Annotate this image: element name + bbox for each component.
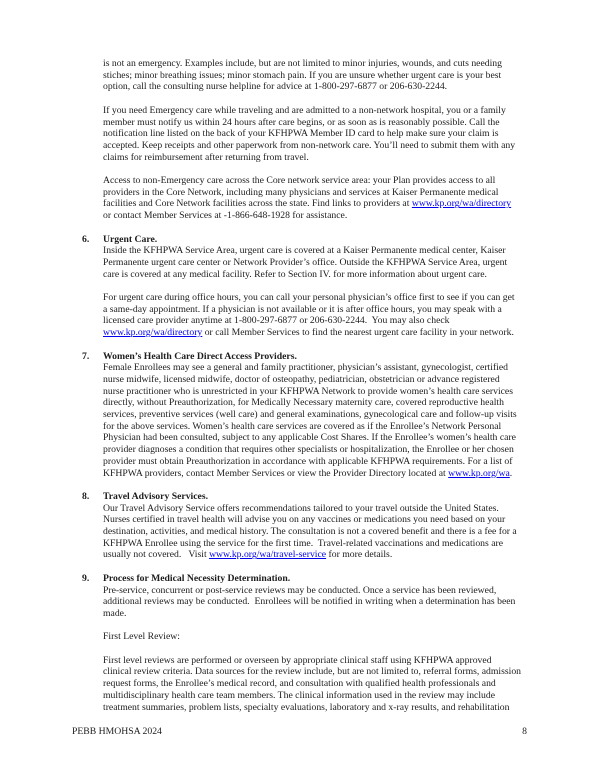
section-number: 9. [82,572,90,584]
text-run: provider diagnoses a condition that requires other specialists or hospitalization, the Enrollee or her chosen [103,444,514,456]
text-line [103,526,563,538]
text-run: additional reviews may be conducted. Enrollees will be notified in writing when a determination has been [103,596,516,608]
text-run: option, call the consulting nurse helpline for advice at 1-800-297-6877 or 206-630-2244. [103,81,448,93]
text-run: Physician had been consulted, subject to any applicable Cost Shares. If the Enrollee’s women’s health care [103,432,516,444]
text-line [103,409,563,421]
text-line [103,690,563,702]
text-run: directly, without Preauthorization, for Medically Necessary maternity care, covered reproductive health [103,397,504,409]
numbered-section [82,490,563,561]
text-run: nurse practitioner who is unrestricted in your KFHPWA Network to provide women’s health care services [103,385,513,397]
text-run: Inside the KFHPWA Service Area, urgent care is covered at a Kaiser Permanente medical center, Kaiser [103,245,506,257]
text-line [103,58,563,70]
text-run: made. [103,607,127,619]
text-run: KFHPWA Enrollee using the service for the first time. Travel-related vaccinations and medications are [103,537,504,549]
hyperlink[interactable]: www.kp.org/wa [448,467,510,479]
hyperlink[interactable]: www.kp.org/wa/directory [411,198,512,210]
text-line [103,292,563,304]
text-run: or call Member Services to find the nearest urgent care facility in your network. [202,327,514,339]
text-line [103,432,563,444]
section-heading [82,350,563,363]
text-run: Permanente urgent care center or Network Provider’s office. Outside the KFHPWA Service Area, urgent [103,256,508,268]
paragraph [103,175,563,222]
numbered-section [82,350,563,480]
text-run: facilities and Core Network facilities across the state. Find links to providers at [103,198,412,210]
text-run: Our Travel Advisory Service offers recommendations tailored to your travel outside the United States. [103,502,499,514]
text-line [103,128,563,140]
text-line [103,386,563,398]
paragraph [103,631,563,643]
text-run: First level reviews are performed or overseen by appropriate clinical staff using KFHPWA approved [103,654,492,666]
text-line [103,70,563,82]
text-run: clinical review criteria. Data sources for the review include, but are not limited to, referral forms, admission [103,666,522,678]
text-line [103,702,563,714]
text-line [103,374,563,386]
section-title: Women’s Health Care Direct Access Providers. [103,350,297,362]
text-run: services, preventive services (well care) and general examinations, gynecological care and follow-up visits [103,409,517,421]
text-run: . [509,467,513,479]
numbered-section [82,572,563,620]
text-run: notification line listed on the back of your KFHPWA Member ID card to help make sure your claim is [103,128,499,140]
text-run: Access to non-Emergency care across the Core network service area: your Plan provides access to all [103,175,496,186]
section-heading [82,490,563,503]
document-body [82,58,563,725]
text-line [103,198,563,210]
text-line [103,397,563,409]
text-run: member must notify us within 24 hours after care begins, or as soon as is reasonably possible. Call the [103,116,500,128]
text-line [103,269,563,281]
footer-doc-id: PEBB HMOHSA 2024 [72,726,162,737]
text-line [103,444,563,456]
text-line [103,678,563,690]
paragraph [103,58,563,93]
hyperlink[interactable]: www.kp.org/wa/directory [103,327,203,339]
text-run: usually not covered. Visit [103,549,210,561]
text-run: request forms, the Enrollee’s medical record, and consultation with qualified health professionals and [103,678,496,690]
text-line [103,549,563,561]
text-run: stiches; minor breathing issues; minor stomach pain. If you are unsure whether urgent care is your best [103,69,502,81]
text-line [103,152,563,164]
text-run: care is covered at any medical facility. Refer to Section IV. for more information about urgent care. [103,268,487,280]
section-number: 6. [82,233,90,245]
text-line [103,315,563,327]
text-line [103,140,563,152]
text-run: Nurses certified in travel health will advise you on any vaccines or medications you need based on your [103,514,506,526]
text-line [103,585,563,597]
text-run: KFHPWA providers, contact Member Services or view the Provider Directory located at [103,467,449,479]
text-line [103,468,563,480]
hyperlink[interactable]: www.kp.org/wa/travel-service [209,549,327,561]
text-line [103,503,563,515]
text-line [103,655,563,667]
text-line [103,187,563,199]
text-run: provider must obtain Preauthorization in accordance with applicable KFHPWA requirements. For a list of [103,455,513,467]
text-line [103,304,563,316]
text-run: First Level Review: [103,631,180,643]
text-line [103,327,563,339]
text-line [103,175,563,187]
text-run: licensed care provider anytime at 1-800-297-6877 or 206-630-2244. You may also check [103,315,450,327]
text-line [103,608,563,620]
text-run: Female Enrollees may see a general and family practitioner, physician’s assistant, gynecologist, certified [103,362,509,374]
paragraph [103,655,563,714]
text-run: For urgent care during office hours, you can call your personal physician’s office first to see if you can get [103,292,515,303]
text-run: for more details. [326,549,393,561]
footer-page-number: 8 [522,726,527,737]
text-line [103,456,563,468]
text-line [103,81,563,93]
text-run: a same-day appointment. If a physician is not available or it is after office hours, you may speak with a [103,303,502,315]
text-line [103,538,563,550]
text-run: claims for reimbursement after returning from travel. [103,151,309,163]
paragraph [103,105,563,164]
section-title: Urgent Care. [103,233,158,245]
text-run: If you need Emergency care while traveling and are admitted to a non-network hospital, you or a family [103,104,506,116]
text-run: for the above services. Women’s health care services are covered as if the Enrollee’s Network Personal [103,420,502,432]
text-line [103,421,563,433]
text-line [103,210,563,222]
text-line [103,362,563,374]
text-line [103,514,563,526]
text-run: multidisciplinary health care team members. The clinical information used in the review may include [103,689,496,701]
text-run: or contact Member Services at -1-866-648-1928 for assistance. [103,210,348,222]
page-footer [72,726,527,738]
text-run: providers in the Core Network, including many physicians and services at Kaiser Permanente medical [103,186,499,198]
text-line [103,105,563,117]
section-title: Process for Medical Necessity Determination. [103,572,291,584]
text-line [103,666,563,678]
text-line [103,245,563,257]
section-title: Travel Advisory Services. [103,490,209,502]
numbered-section [82,233,563,281]
text-line [103,117,563,129]
text-run: Pre-service, concurrent or post-service reviews may be conducted. Once a service has been reviewed, [103,584,497,596]
text-run: destination, activities, and medical history. The consultation is not a covered benefit and there is a fee for a [103,526,517,538]
text-line [103,631,563,643]
text-line [103,257,563,269]
paragraph [103,292,563,339]
text-run: treatment summaries, problem lists, specialty evaluations, laboratory and x-ray results, and rehabilitation [103,701,510,713]
section-heading [82,233,563,246]
text-run: accepted. Keep receipts and other paperwork from non-network care. You’ll need to submit them with any [103,139,516,151]
section-number: 8. [82,490,90,502]
text-line [103,596,563,608]
text-run: is not an emergency. Examples include, but are not limited to minor injuries, wounds, and cuts needing [103,58,502,69]
section-heading [82,572,563,585]
text-run: nurse midwife, licensed midwife, doctor of osteopathy, pediatrician, obstetrician or advance registered [103,373,500,385]
section-number: 7. [82,350,90,362]
